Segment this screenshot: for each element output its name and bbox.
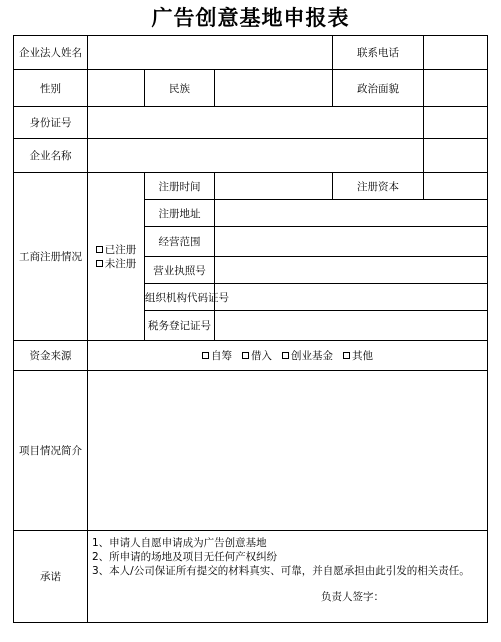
unregistered-option[interactable] (96, 257, 137, 271)
fund-borrow-checkbox[interactable] (242, 352, 249, 359)
company-name-extra-field[interactable] (424, 139, 488, 173)
registered-option[interactable] (96, 243, 137, 257)
reg-address-label: 注册地址 (145, 200, 215, 227)
pledge-content (88, 531, 488, 623)
org-code-field[interactable] (215, 284, 488, 311)
fund-other-label: 其他 (352, 350, 373, 362)
fund-option-borrow[interactable] (242, 348, 272, 363)
gender-label: 性别 (14, 70, 88, 107)
reg-capital-label: 注册资本 (333, 173, 424, 200)
fund-option-other[interactable] (343, 348, 373, 363)
reg-time-field[interactable] (215, 173, 333, 200)
pledge-line-2: 2、所申请的场地及项目无任何产权纠纷 (92, 551, 278, 563)
org-code-label: 组织机构代码证号 (145, 284, 215, 311)
pledge-line-1: 1、申请人自愿申请成为广告创意基地 (92, 537, 267, 549)
id-number-label: 身份证号 (14, 107, 88, 139)
unregistered-label: 未注册 (104, 257, 137, 270)
fund-self-label: 自筹 (211, 350, 232, 362)
fund-venture-label: 创业基金 (291, 350, 333, 362)
id-number-extra-field[interactable] (424, 107, 488, 139)
reg-address-field[interactable] (215, 200, 488, 227)
tax-reg-label: 税务登记证号 (145, 311, 215, 341)
pledge-label: 承诺 (14, 531, 88, 623)
form-title: 广告创意基地申报表 (151, 6, 350, 30)
reg-time-label: 注册时间 (145, 173, 215, 200)
phone-label: 联系电话 (333, 36, 424, 70)
political-status-field[interactable] (424, 70, 488, 107)
fund-source-options (88, 341, 488, 371)
business-registration-label: 工商注册情况 (14, 173, 88, 341)
application-form-table (13, 35, 488, 623)
fund-other-checkbox[interactable] (343, 352, 350, 359)
gender-field[interactable] (88, 70, 145, 107)
ethnicity-field[interactable] (215, 70, 333, 107)
political-status-label: 政治面貌 (333, 70, 424, 107)
business-scope-label: 经营范围 (145, 227, 215, 257)
company-name-field[interactable] (88, 139, 424, 173)
registration-status-options (88, 173, 145, 341)
fund-self-checkbox[interactable] (202, 352, 209, 359)
business-scope-field[interactable] (215, 227, 488, 257)
registered-label: 已注册 (104, 243, 137, 256)
project-intro-field[interactable] (88, 371, 488, 531)
ethnicity-label: 民族 (145, 70, 215, 107)
phone-field[interactable] (424, 36, 488, 70)
id-number-field[interactable] (88, 107, 424, 139)
license-no-field[interactable] (215, 257, 488, 284)
fund-venture-checkbox[interactable] (282, 352, 289, 359)
unregistered-checkbox[interactable] (96, 260, 103, 267)
fund-borrow-label: 借入 (251, 350, 272, 362)
legal-person-field[interactable] (88, 36, 333, 70)
registered-checkbox[interactable] (96, 246, 103, 253)
legal-person-label: 企业法人姓名 (14, 36, 88, 70)
tax-reg-field[interactable] (215, 311, 488, 341)
reg-capital-field[interactable] (424, 173, 488, 200)
fund-option-self[interactable] (202, 348, 232, 363)
project-intro-label: 项目情况简介 (14, 371, 88, 531)
pledge-line-3: 3、本人/公司保证所有提交的材料真实、可靠，并自愿承担由此引发的相关责任。 (92, 565, 470, 577)
fund-option-venture[interactable] (282, 348, 333, 363)
company-name-label: 企业名称 (14, 139, 88, 173)
signature-label: 负责人签字： (321, 591, 384, 603)
fund-source-label: 资金来源 (14, 341, 88, 371)
license-no-label: 营业执照号 (145, 257, 215, 284)
